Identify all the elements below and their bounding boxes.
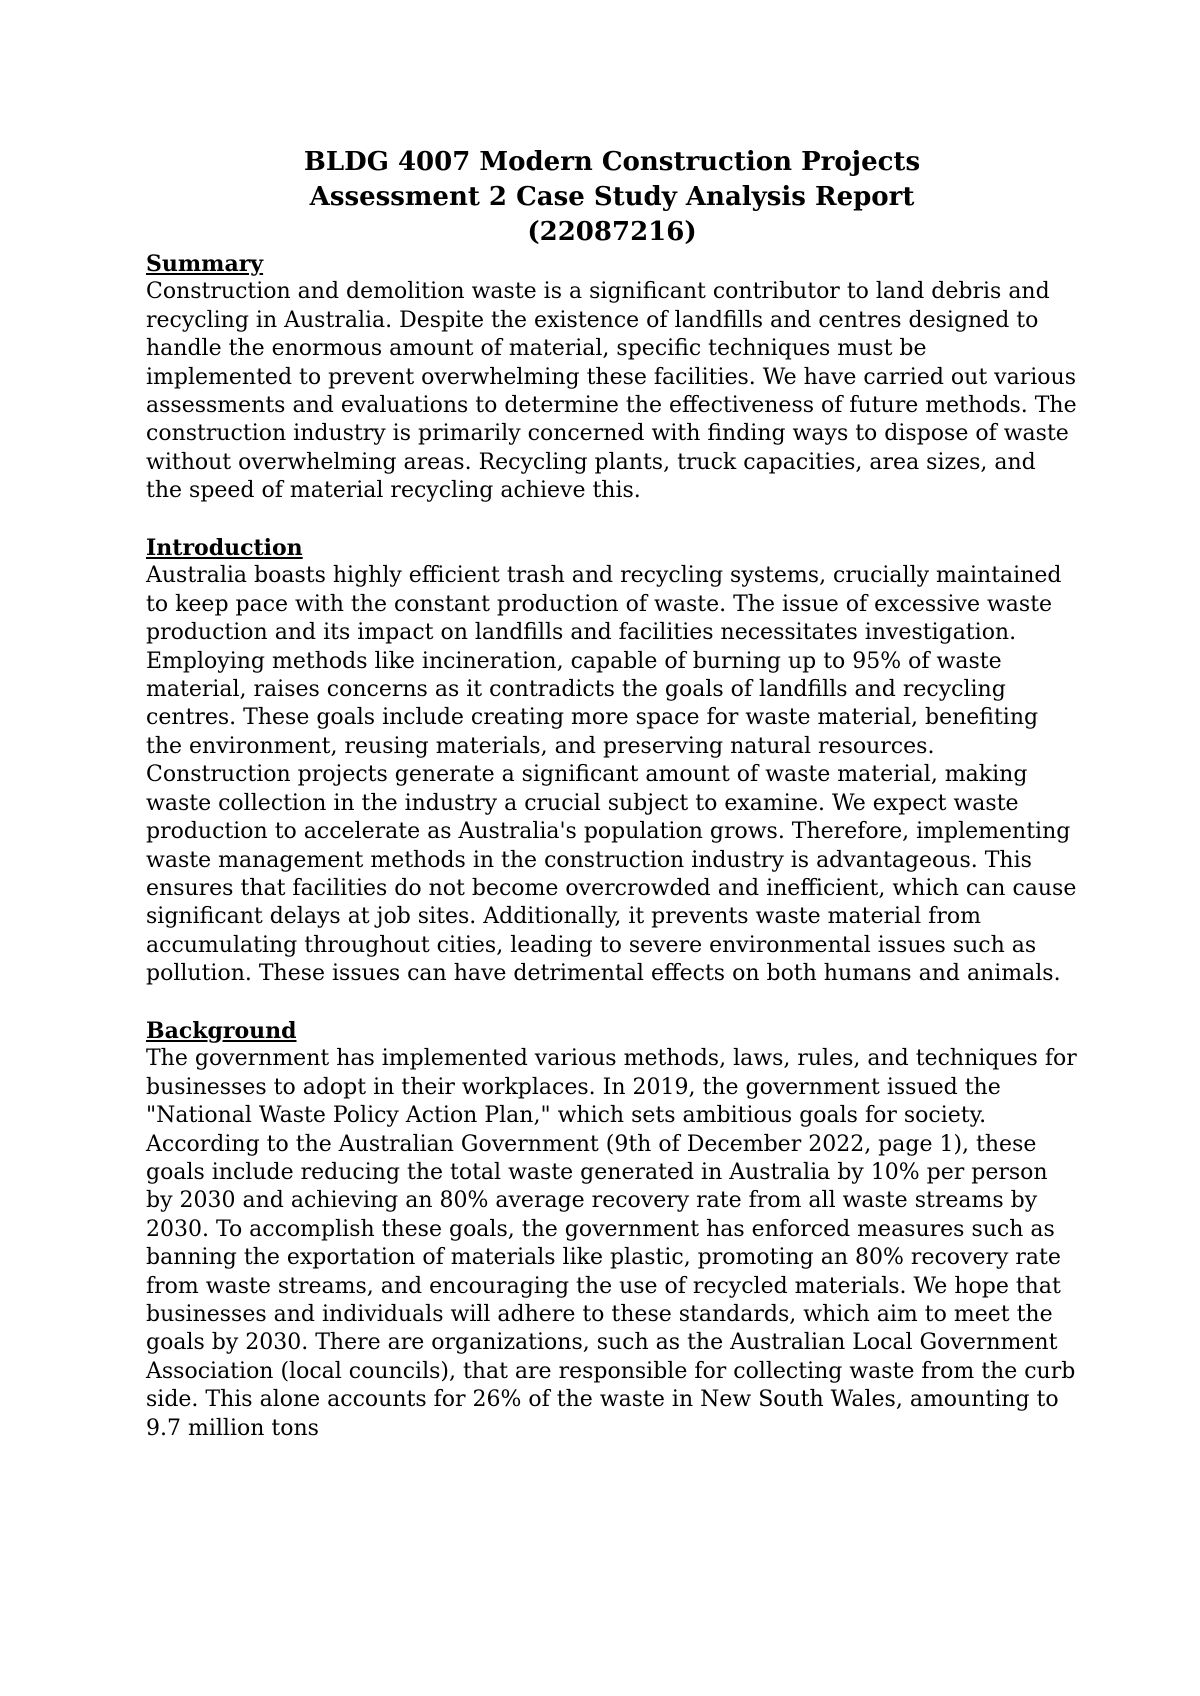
introduction-section xyxy=(146,534,1078,989)
background-heading: Background xyxy=(146,1017,297,1044)
document-content xyxy=(146,145,1078,1443)
summary-section xyxy=(146,250,1078,506)
introduction-heading: Introduction xyxy=(146,535,303,562)
title-student-id-line: (22087216) xyxy=(527,217,697,247)
document-title xyxy=(146,145,1078,250)
title-assessment-line: Assessment 2 Case Study Analysis Report xyxy=(309,182,915,212)
background-body: The government has implemented various methods, laws, rules, and techniques for businesses to adopt in their workplaces. In 2019, the government issued the "National Waste Policy Action Plan," which sets ambitious goals for society. According to the Australian Government (9th of December 2022, page 1), these goals include reducing the total waste generated in Australia by 10% per person by 2030 and achieving an 80% average recovery rate from all waste streams by 2030. To accomplish these goals, the government has enforced measures such as banning the exportation of materials like plastic, promoting an 80% recovery rate from waste streams, and encouraging the use of recycled materials. We hope that businesses and individuals will adhere to these standards, which aim to meet the goals by 2030. There are organizations, such as the Australian Local Government Association (local councils), that are responsible for collecting waste from the curb side. This alone accounts for 26% of the waste in New South Wales, amounting to 9.7 million tons xyxy=(146,1046,1077,1441)
summary-heading: Summary xyxy=(146,251,264,277)
summary-body: Construction and demolition waste is a significant contributor to land debris and recycling in Australia. Despite the existence of landfills and centres designed to handle the enormous amount of material, specific techniques must be implemented to prevent overwhelming these facilities. We have carried out various assessments and evaluations to determine the effectiveness of future methods. The construction industry is primarily concerned with finding ways to dispose of waste without overwhelming areas. Recycling plants, truck capacities, area sizes, and the speed of material recycling achieve this. xyxy=(146,279,1077,504)
paragraph-spacer xyxy=(146,506,1078,534)
paragraph-spacer xyxy=(146,989,1078,1017)
background-section xyxy=(146,1017,1078,1443)
introduction-body: Australia boasts highly efficient trash and recycling systems, crucially maintained to keep pace with the constant production of waste. The issue of excessive waste production and its impact on landfills and facilities necessitates investigation. Employing methods like incineration, capable of burning up to 95% of waste material, raises concerns as it contradicts the goals of landfills and recycling centres. These goals include creating more space for waste material, benefiting the environment, reusing materials, and preserving natural resources. Construction projects generate a significant amount of waste material, making waste collection in the industry a crucial subject to examine. We expect waste production to accelerate as Australia's population grows. Therefore, implementing waste management methods in the construction industry is advantageous. This ensures that facilities do not become overcrowded and inefficient, which can cause significant delays at job sites. Additionally, it prevents waste material from accumulating throughout cities, leading to severe environmental issues such as pollution. These issues can have detrimental effects on both humans and animals. xyxy=(146,563,1077,987)
title-course-line: BLDG 4007 Modern Construction Projects xyxy=(303,147,921,177)
